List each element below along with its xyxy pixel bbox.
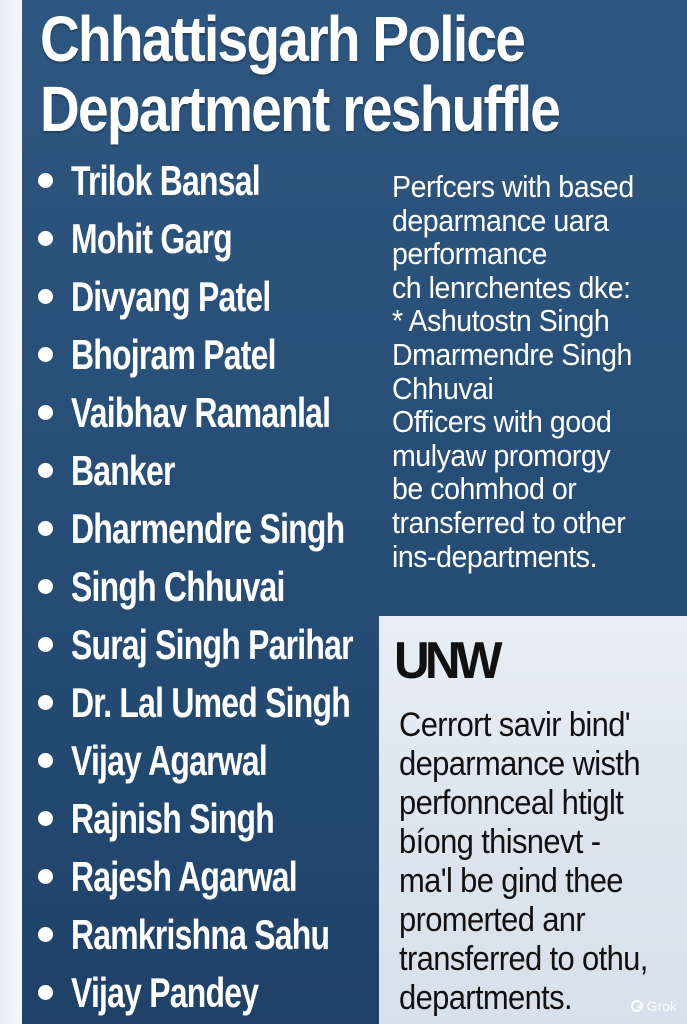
officer-name: Vijay Pandey — [71, 969, 259, 1016]
bullet-icon — [38, 347, 53, 362]
bullet-icon — [38, 637, 53, 652]
bullet-icon — [38, 405, 53, 420]
officer-name: Dharmendre Singh — [71, 505, 345, 552]
news-panel — [379, 616, 687, 1024]
panel-text-line: Cerrort savir bind' — [399, 706, 631, 744]
grok-logo-icon — [631, 1000, 643, 1012]
panel-text-line: perfonnceal htiglt — [399, 784, 624, 822]
officer-list — [38, 152, 398, 1022]
description-line: ins-departments. — [392, 538, 598, 574]
panel-text-line: promerted anr — [399, 901, 586, 939]
description-line: transferred to other — [392, 504, 626, 540]
officer-item — [38, 442, 398, 500]
bullet-icon — [38, 579, 53, 594]
panel-text-line: bíong thisnevt - — [399, 823, 601, 861]
watermark-text: Grok — [646, 998, 677, 1014]
watermark — [631, 998, 677, 1014]
description-line: performance — [392, 236, 548, 272]
panel-text-line: departments. — [399, 979, 572, 1017]
officer-item — [38, 384, 398, 442]
description-line: ch lenrchentes dke: — [392, 269, 631, 305]
bullet-icon — [38, 289, 53, 304]
panel-text — [399, 706, 658, 1018]
officer-name: Rajnish Singh — [71, 795, 274, 842]
officer-item — [38, 558, 398, 616]
left-white-strip — [0, 0, 22, 1024]
policy-description — [392, 170, 659, 573]
officer-item — [38, 152, 398, 210]
description-line: be cohmhod or — [392, 471, 577, 507]
officer-name: Banker — [71, 447, 175, 494]
bullet-icon — [38, 927, 53, 942]
description-line: Chhuvai — [392, 370, 494, 406]
bullet-icon — [38, 695, 53, 710]
description-line: Dmarmendre Singh — [392, 336, 632, 372]
bullet-icon — [38, 173, 53, 188]
officer-item — [38, 500, 398, 558]
bullet-icon — [38, 985, 53, 1000]
description-line: Perfcers with based — [392, 169, 634, 204]
officer-item — [38, 732, 398, 790]
description-line: Officers with good — [392, 404, 612, 440]
officer-name: Rajesh Agarwal — [71, 853, 297, 900]
officer-item — [38, 326, 398, 384]
officer-name: Vaibhav Ramanlal — [71, 389, 331, 436]
bullet-icon — [38, 521, 53, 536]
officer-item — [38, 210, 398, 268]
officer-item — [38, 848, 398, 906]
officer-name: Mohit Garg — [71, 215, 232, 262]
officer-name: Divyang Patel — [71, 273, 271, 320]
description-line: mulyaw promorgy — [392, 437, 611, 473]
bullet-icon — [38, 811, 53, 826]
officer-name: Bhojram Patel — [71, 331, 276, 378]
officer-name: Suraj Singh Parihar — [71, 621, 353, 668]
officer-name: Ramkrishna Sahu — [71, 911, 330, 958]
officer-item — [38, 790, 398, 848]
panel-text-line: ma'l be gind thee — [399, 862, 623, 900]
panel-text-line: deparmance wisth — [399, 745, 640, 783]
officer-name: Singh Chhuvai — [71, 563, 285, 610]
panel-logo-text: UNW — [394, 632, 498, 690]
poster-title: Chhattisgarh Police Department reshuffle — [40, 3, 560, 145]
officer-item — [38, 906, 398, 964]
bullet-icon — [38, 753, 53, 768]
officer-item — [38, 616, 398, 674]
officer-name: Dr. Lal Umed Singh — [71, 679, 350, 726]
bullet-icon — [38, 231, 53, 246]
officer-item — [38, 964, 398, 1022]
officer-item — [38, 674, 398, 732]
description-line: * Ashutostn Singh — [392, 303, 610, 339]
officer-item — [38, 268, 398, 326]
bullet-icon — [38, 463, 53, 478]
bullet-icon — [38, 869, 53, 884]
description-line: deparmance uara — [392, 202, 609, 238]
panel-text-line: transferred to othu, — [399, 940, 648, 978]
officer-name: Vijay Agarwal — [71, 737, 267, 784]
officer-name: Trilok Bansal — [71, 157, 260, 204]
